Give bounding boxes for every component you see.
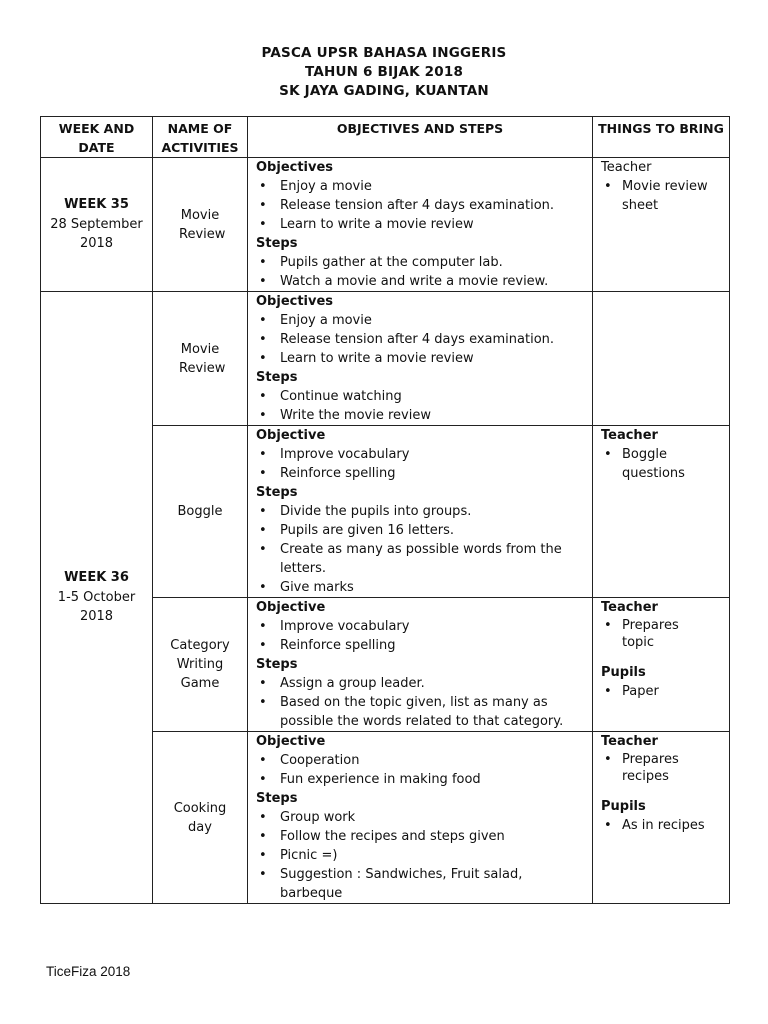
list-item: • Improve vocabulary [256,617,586,636]
objectives-list [256,311,586,368]
list-item: • Reinforce spelling [256,636,586,655]
things-role-teacher: Teacher [601,734,658,749]
objectives-heading: Objectives [256,294,334,309]
things-cell [593,158,730,292]
objectives-cell [248,292,593,426]
list-item: • Enjoy a movie [256,311,586,330]
activity-name: Cooking day [173,800,227,835]
things-list [601,682,723,701]
things-role-pupils: Pupils [601,665,646,680]
objectives-heading: Objective [256,734,326,749]
title-line-3: SK JAYA GADING, KUANTAN [279,83,489,99]
objectives-cell [248,426,593,598]
steps-heading: Steps [256,485,298,500]
list-item: • Assign a group leader. [256,674,586,693]
things-cell [593,292,730,426]
list-item: • Prepares topic [601,617,723,651]
things-cell [593,732,730,904]
activity-name: Boggle [177,504,223,519]
week-label: WEEK 35 [64,197,129,213]
list-item: • Improve vocabulary [256,445,586,464]
objectives-cell [248,158,593,292]
column-header-things: THINGS TO BRING [593,117,730,158]
table-row [41,292,730,426]
list-item: • Follow the recipes and steps given [256,827,586,846]
objectives-list [256,617,586,655]
activity-name: Movie Review [179,207,226,242]
objectives-cell [248,598,593,732]
list-item: • Learn to write a movie review [256,215,586,234]
activity-cell [153,598,248,732]
things-list [601,816,723,835]
document-header [0,44,768,101]
activity-cell [153,426,248,598]
week-label: WEEK 36 [64,570,129,586]
activity-cell [153,292,248,426]
column-header-activity: NAME OF ACTIVITIES [153,117,248,158]
column-header-week: WEEK AND DATE [41,117,153,158]
steps-heading: Steps [256,791,298,806]
activity-name: Category Writing Game [170,638,230,691]
week-cell [41,158,153,292]
list-item: • Give marks [256,578,586,597]
list-item: • Based on the topic given, list as many as possible the words related to that category. [256,693,586,731]
table-row [41,158,730,292]
week-cell [41,292,153,904]
things-role-teacher: Teacher [601,600,658,615]
list-item: • Prepares recipes [601,751,723,785]
list-item: • Write the movie review [256,406,586,425]
things-role-pupils: Pupils [601,799,646,814]
column-header-objectives: OBJECTIVES AND STEPS [248,117,593,158]
things-role-teacher: Teacher [601,160,652,175]
list-item: • Boggle questions [601,445,723,483]
activity-cell [153,732,248,904]
list-item: • As in recipes [601,816,723,835]
steps-heading: Steps [256,657,298,672]
list-item: • Watch a movie and write a movie review. [256,272,586,291]
list-item: • Cooperation [256,751,586,770]
list-item: • Suggestion : Sandwiches, Fruit salad, barbeque [256,865,586,903]
objectives-list [256,751,586,789]
list-item: • Group work [256,808,586,827]
steps-list [256,502,586,597]
objectives-list [256,177,586,234]
objectives-heading: Objective [256,428,326,443]
things-role-teacher: Teacher [601,428,658,443]
objectives-cell [248,732,593,904]
objectives-list [256,445,586,483]
objectives-heading: Objectives [256,160,334,175]
steps-heading: Steps [256,370,298,385]
steps-list [256,253,586,291]
footer-credit: TiceFiza 2018 [46,964,131,979]
list-item: • Paper [601,682,723,701]
lesson-plan-table [40,116,730,904]
list-item: • Release tension after 4 days examination. [256,330,586,349]
week-date: 28 September 2018 [50,216,143,252]
list-item: • Pupils gather at the computer lab. [256,253,586,272]
steps-list [256,387,586,425]
list-item: • Learn to write a movie review [256,349,586,368]
list-item: • Pupils are given 16 letters. [256,521,586,540]
steps-heading: Steps [256,236,298,251]
title-line-2: TAHUN 6 BIJAK 2018 [304,64,464,80]
list-item: • Release tension after 4 days examination. [256,196,586,215]
steps-list [256,808,586,903]
list-item: • Fun experience in making food [256,770,586,789]
title-line-1: PASCA UPSR BAHASA INGGERIS [261,45,507,61]
things-list [601,617,723,651]
things-cell [593,598,730,732]
things-list [601,445,723,483]
objectives-heading: Objective [256,600,326,615]
table-header-row [41,117,730,158]
things-list [601,177,723,215]
things-list [601,751,723,785]
activity-name: Movie Review [179,341,226,376]
things-cell [593,426,730,598]
steps-list [256,674,586,731]
list-item: • Create as many as possible words from the letters. [256,540,586,578]
list-item: • Continue watching [256,387,586,406]
list-item: • Movie review sheet [601,177,723,215]
list-item: • Picnic =) [256,846,586,865]
list-item: • Divide the pupils into groups. [256,502,586,521]
list-item: • Reinforce spelling [256,464,586,483]
week-date: 1-5 October 2018 [57,589,136,625]
activity-cell [153,158,248,292]
list-item: • Enjoy a movie [256,177,586,196]
